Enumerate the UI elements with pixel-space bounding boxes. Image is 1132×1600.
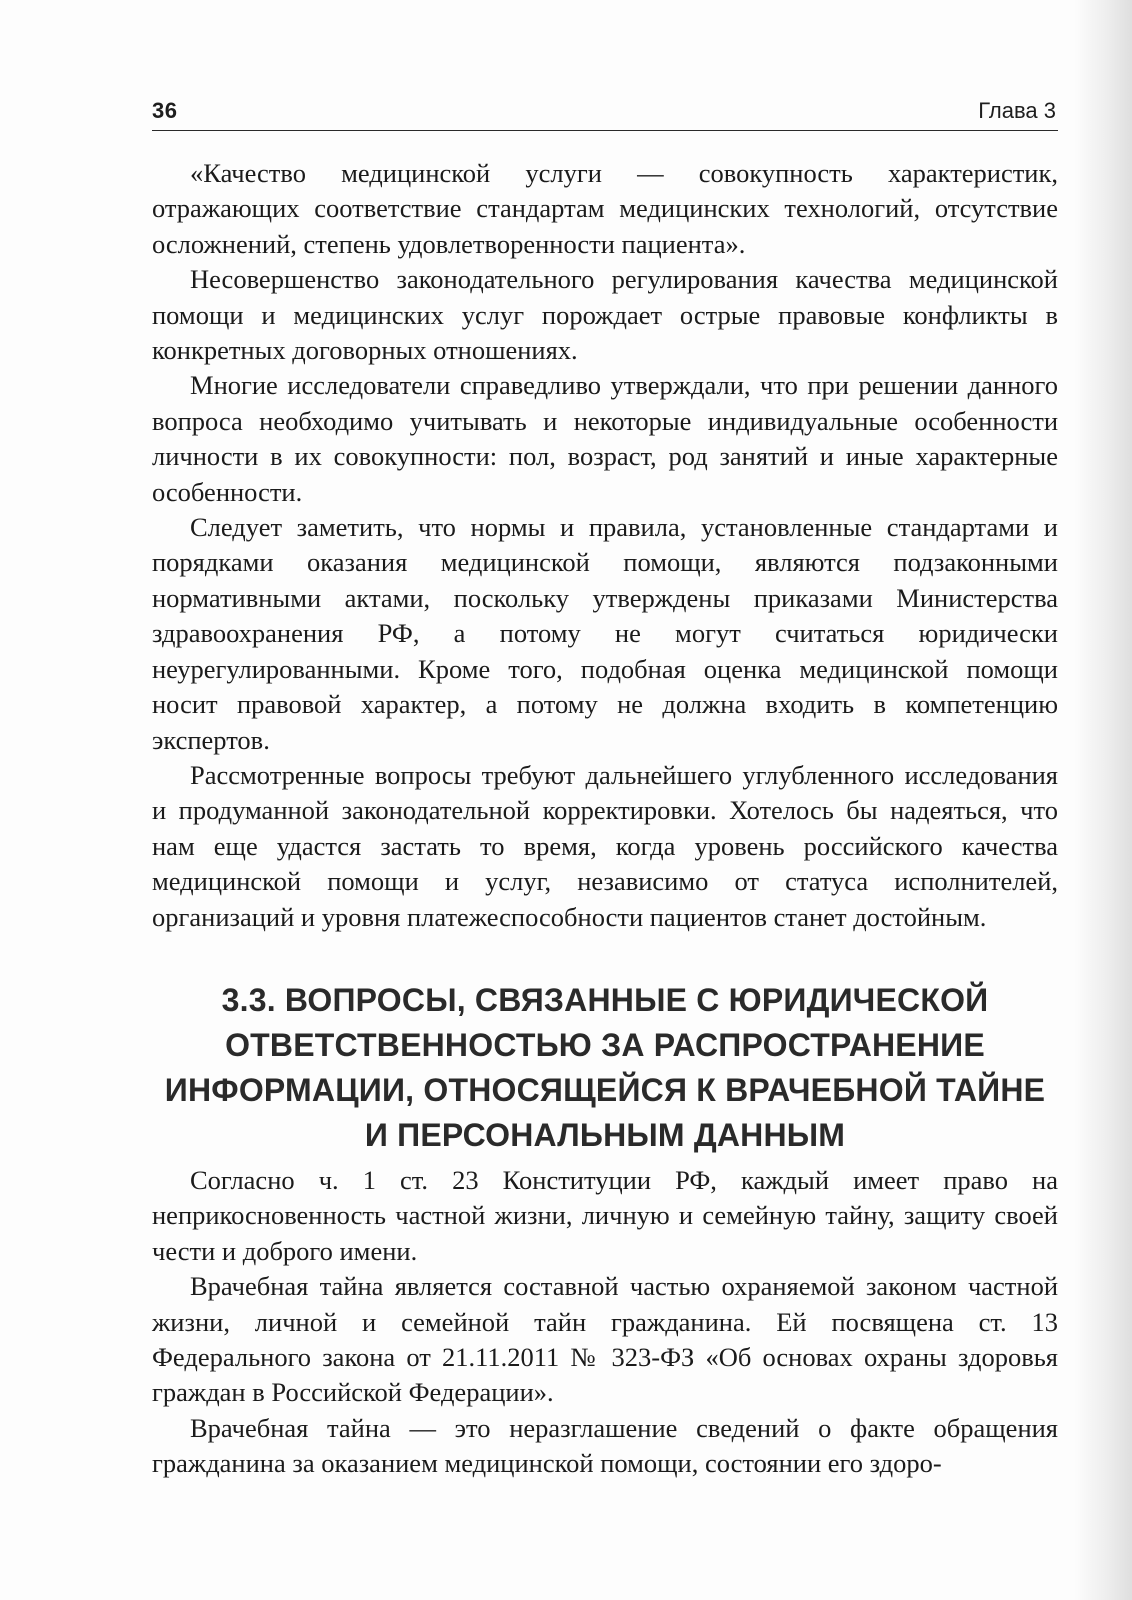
paragraph: Врачебная тайна является составной частью охраняемой законом частной жизни, личной и семейной тайн гражданина. Ей посвящена ст. 13 Федерального закона от 21.11.2011 № 323-ФЗ «Об основах охраны здоровья граждан в Российской Федерации». [152, 1271, 1058, 1408]
section-heading: 3.3. ВОПРОСЫ, СВЯЗАННЫЕ С ЮРИДИЧЕСКОЙ ОТВЕТСТВЕННОСТЬЮ ЗА РАСПРОСТРАНЕНИЕ ИНФОРМАЦИИ, ОТНОСЯЩЕЙСЯ К ВРАЧЕБНОЙ ТАЙНЕ И ПЕРСОНАЛЬНЫМ ДАННЫМ [164, 982, 1046, 1153]
paragraph: Следует заметить, что нормы и правила, установленные стандартами и порядками оказания медицинской помощи, являются подзаконными нормативными актами, поскольку утверждены приказами Министерства здравоохранения РФ, а потому не могут считаться юридически неурегулированными. Кроме того, подобная оценка медицинской помощи носит правовой характер, а потому не должна входить в компетенцию экспертов. [152, 512, 1058, 755]
paragraph: Несовершенство законодательного регулирования качества медицинской помощи и медицинских услуг порождает острые правовые конфликты в конкретных договорных отношениях. [152, 264, 1058, 366]
page-header [152, 96, 1058, 131]
running-head: Глава 3 [978, 98, 1056, 123]
scan-edge-shadow [1074, 0, 1132, 1600]
page-number: 36 [152, 98, 178, 123]
body-text-before-section [152, 156, 1058, 935]
paragraph: Многие исследователи справедливо утверждали, что при решении данного вопроса необходимо учитывать и некоторые индивидуальные особенности личности в их совокупности: пол, возраст, род занятий и иные характерные особенности. [152, 370, 1058, 507]
paragraph: Рассмотренные вопросы требуют дальнейшего углубленного исследования и продуманной законодательной корректировки. Хотелось бы надеяться, что нам еще удастся застать то время, когда уровень российского качества медицинской помощи и услуг, независимо от статуса исполнителей, организаций и уровня платежеспособности пациентов станет достойным. [152, 759, 1058, 932]
paragraph: Врачебная тайна — это неразглашение сведений о факте обращения гражданина за оказанием медицинской помощи, состоянии его здоро- [152, 1412, 1058, 1479]
body-text-section [152, 1163, 1058, 1482]
paragraph: Согласно ч. 1 ст. 23 Конституции РФ, каждый имеет право на неприкосновенность частной жизни, личную и семейную тайну, защиту своей чести и доброго имени. [152, 1165, 1058, 1266]
paragraph: «Качество медицинской услуги — совокупность характеристик, отражающих соответствие стандартам медицинских технологий, отсутствие осложнений, степень удовлетворенности пациента». [152, 158, 1058, 259]
